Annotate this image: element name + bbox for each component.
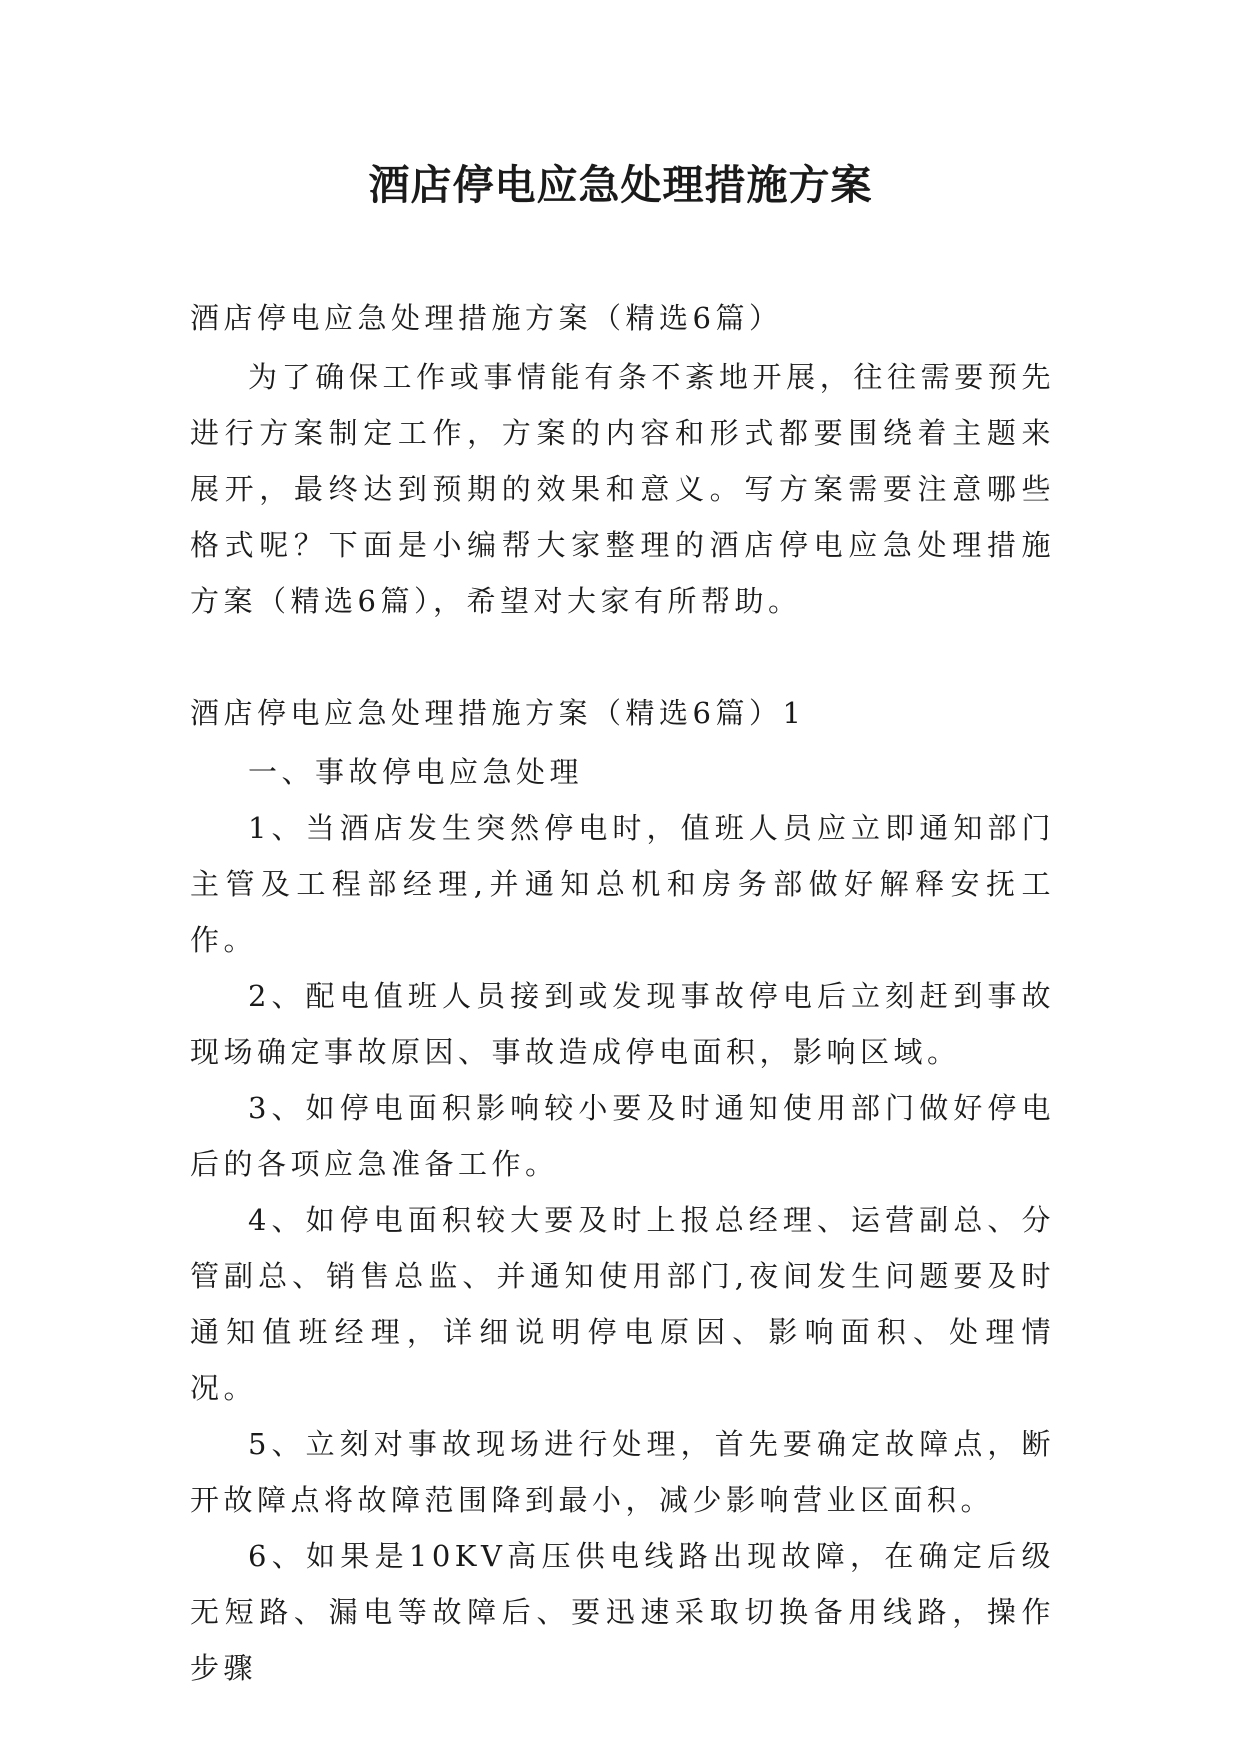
document-subtitle: 酒店停电应急处理措施方案（精选6篇） bbox=[190, 301, 783, 335]
list-item: 5、立刻对事故现场进行处理，首先要确定故障点，断开故障点将故障范围降到最小，减少影响营业区面积。 bbox=[190, 1427, 1055, 1517]
section-title: 酒店停电应急处理措施方案（精选6篇）1 bbox=[190, 696, 806, 730]
document-body bbox=[190, 290, 1055, 1696]
document-title: 酒店停电应急处理措施方案 bbox=[368, 161, 873, 209]
list-item: 2、配电值班人员接到或发现事故停电后立刻赶到事故现场确定事故原因、事故造成停电面积，影响区域。 bbox=[190, 979, 1055, 1069]
list-item: 6、如果是10KV高压供电线路出现故障，在确定后级无短路、漏电等故障后、要迅速采取切换备用线路，操作步骤 bbox=[190, 1539, 1055, 1685]
list-item: 1、当酒店发生突然停电时，值班人员应立即通知部门主管及工程部经理,并通知总机和房务部做好解释安抚工作。 bbox=[190, 811, 1055, 957]
section-heading: 一、事故停电应急处理 bbox=[248, 755, 584, 789]
list-item: 3、如停电面积影响较小要及时通知使用部门做好停电后的各项应急准备工作。 bbox=[190, 1091, 1055, 1181]
list-item: 4、如停电面积较大要及时上报总经理、运营副总、分管副总、销售总监、并通知使用部门,夜间发生问题要及时通知值班经理，详细说明停电原因、影响面积、处理情况。 bbox=[190, 1203, 1055, 1405]
intro-paragraph: 为了确保工作或事情能有条不紊地开展，往往需要预先进行方案制定工作，方案的内容和形式都要围绕着主题来展开，最终达到预期的效果和意义。写方案需要注意哪些格式呢？下面是小编帮大家整理的酒店停电应急处理措施方案（精选6篇），希望对大家有所帮助。 bbox=[190, 360, 1055, 618]
